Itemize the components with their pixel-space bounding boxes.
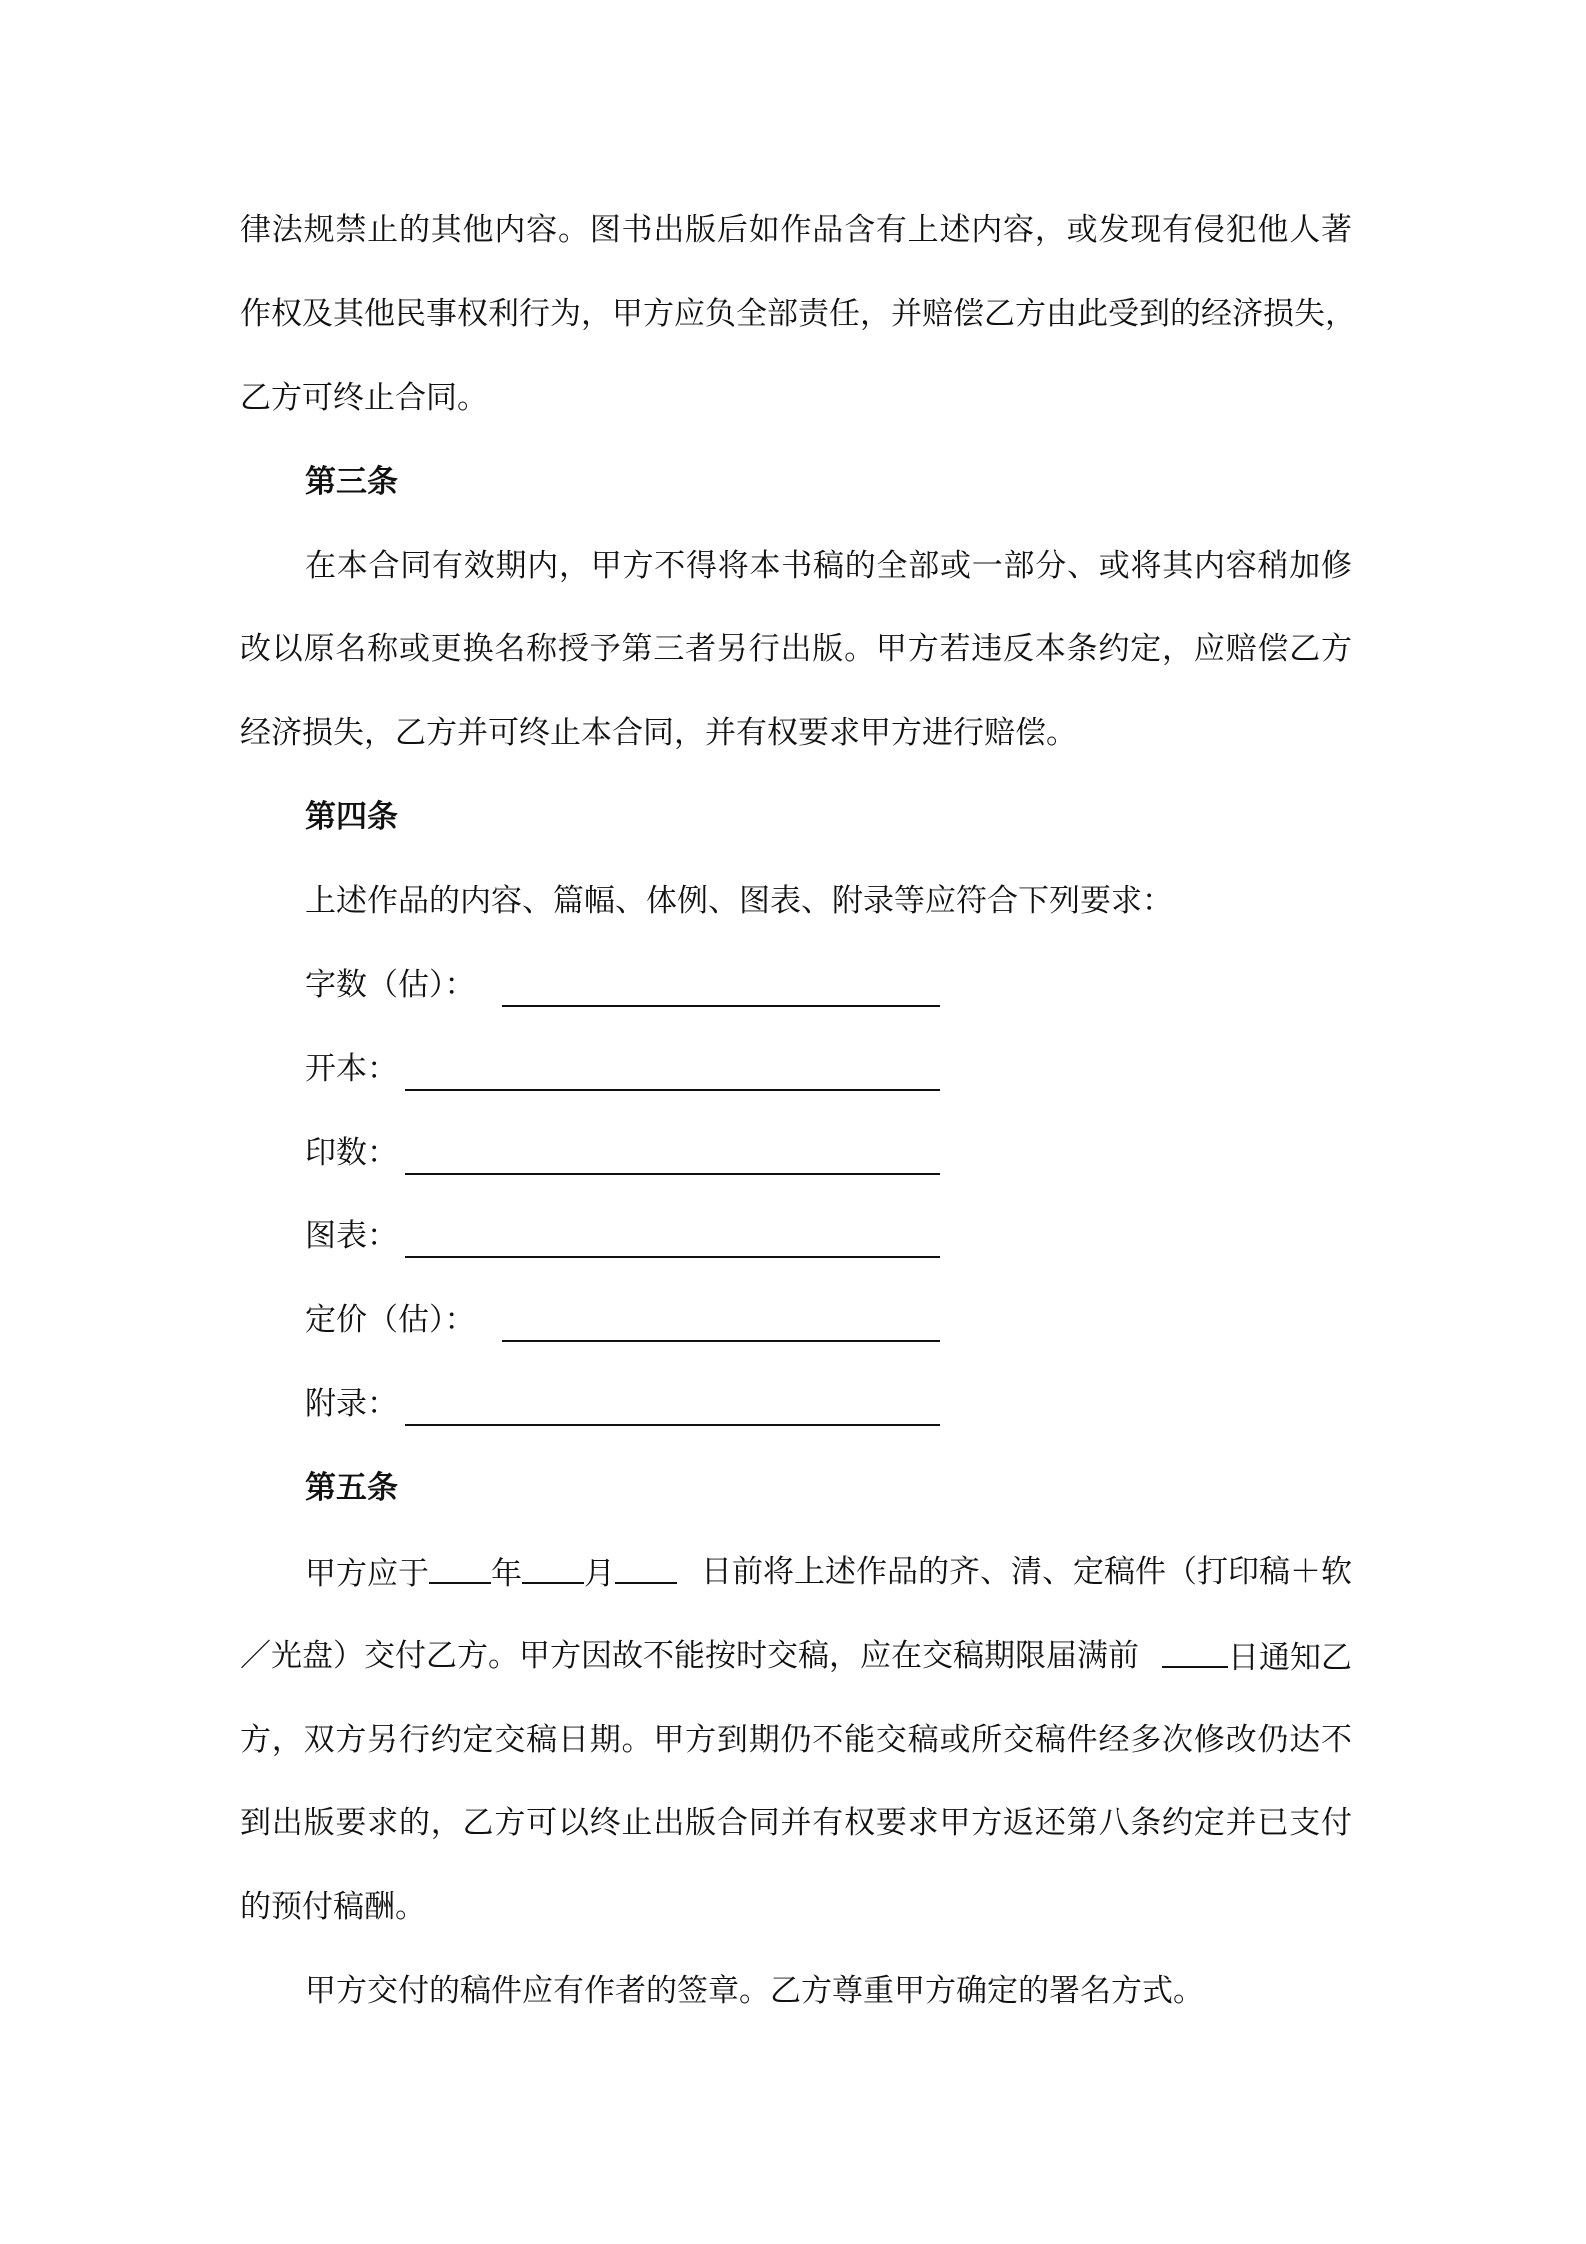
text-fragment: 甲方应于 (305, 1556, 429, 1592)
year-blank (429, 1552, 491, 1584)
notice-days-blank (1162, 1636, 1228, 1668)
day-blank (615, 1552, 677, 1584)
field-label-appendix: 附录： (305, 1386, 398, 1422)
paragraph-line: 经济损失，乙方并可终止本合同，并有权要求甲方进行赔偿。 (240, 715, 1077, 751)
paragraph-line (305, 1552, 1352, 1594)
month-blank (522, 1552, 584, 1584)
field-label-format: 开本： (305, 1051, 398, 1087)
paragraph-line: 乙方可终止合同。 (240, 380, 488, 416)
paragraph-line: 作权及其他民事权利行为，甲方应负全部责任，并赔偿乙方由此受到的经济损失， (240, 296, 1356, 332)
article-5-heading: 第五条 (305, 1470, 398, 1506)
format-blank (405, 1089, 940, 1091)
text-fragment: 年 (491, 1556, 522, 1592)
paragraph-line (240, 1636, 1352, 1678)
charts-blank (405, 1256, 940, 1258)
paragraph-line: 的预付稿酬。 (240, 1889, 426, 1925)
field-label-print-run: 印数： (305, 1135, 398, 1171)
print-run-blank (405, 1173, 940, 1175)
field-label-price: 定价（估）： (305, 1302, 476, 1338)
paragraph-line: 方，双方另行约定交稿日期。甲方到期仍不能交稿或所交稿件经多次修改仍达不 (240, 1722, 1352, 1758)
price-blank (502, 1340, 940, 1342)
article-3-heading: 第三条 (305, 464, 398, 500)
article-4-intro: 上述作品的内容、篇幅、体例、图表、附录等应符合下列要求： (305, 883, 1173, 919)
field-label-word-count: 字数（估）： (305, 967, 476, 1003)
paragraph-line: 改以原名称或更换名称授予第三者另行出版。甲方若违反本条约定，应赔偿乙方 (240, 631, 1352, 667)
text-fragment: 月 (584, 1556, 615, 1592)
paragraph-line: 甲方交付的稿件应有作者的签章。乙方尊重甲方确定的署名方式。 (305, 1973, 1204, 2009)
word-count-blank (502, 1005, 940, 1007)
text-fragment: ／光盘）交付乙方。甲方因故不能按时交稿，应在交稿期限届满前 (240, 1638, 1139, 1674)
paragraph-line: 到出版要求的，乙方可以终止出版合同并有权要求甲方返还第八条约定并已支付 (240, 1805, 1352, 1841)
text-fragment: 日前将上述作品的齐、清、定稿件（打印稿＋软 (701, 1554, 1352, 1590)
paragraph-line: 律法规禁止的其他内容。图书出版后如作品含有上述内容，或发现有侵犯他人著 (240, 212, 1352, 248)
appendix-blank (405, 1424, 940, 1426)
text-fragment: 日通知乙 (1228, 1640, 1352, 1676)
paragraph-line: 在本合同有效期内，甲方不得将本书稿的全部或一部分、或将其内容稍加修 (305, 548, 1352, 584)
field-label-charts: 图表： (305, 1218, 398, 1254)
article-4-heading: 第四条 (305, 799, 398, 835)
